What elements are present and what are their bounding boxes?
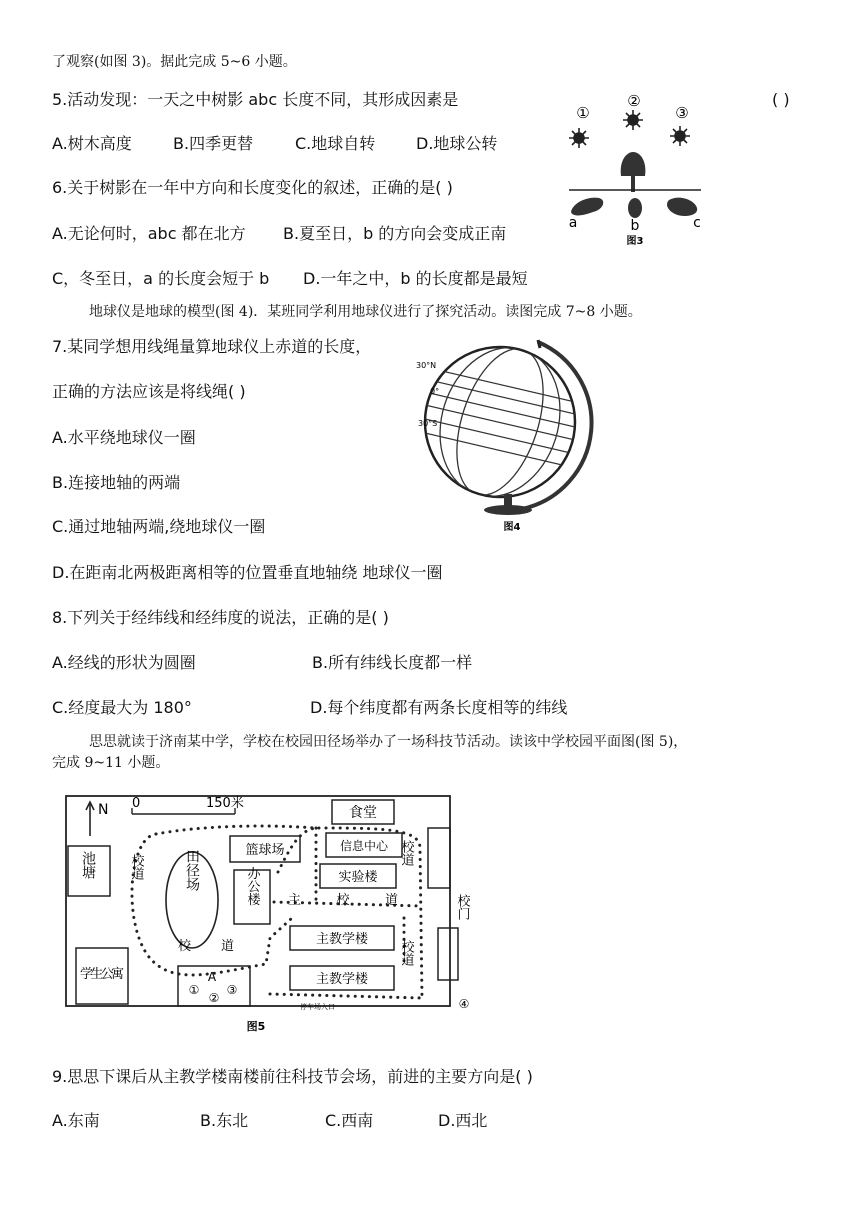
basketball-label: 篮球场 bbox=[245, 843, 285, 858]
road-label-east-1: 校道 bbox=[398, 840, 414, 866]
canteen-label: 食堂 bbox=[349, 805, 377, 821]
track-field-label: 田径场 bbox=[184, 849, 200, 891]
main-building-north-label: 主教学楼 bbox=[315, 932, 369, 947]
q5-option-c: C.地球自转 bbox=[295, 134, 376, 153]
scale-length: 150米 bbox=[206, 796, 244, 811]
q6-option-d: D.一年之中，b 的长度都是最短 bbox=[303, 269, 528, 288]
road-label-east-2: 校道 bbox=[398, 940, 414, 966]
q5-stem: 5.活动发现：一天之中树影 abc 长度不同，其形成因素是 bbox=[52, 90, 459, 109]
q7-option-d: D.在距南北两极距离相等的位置垂直地轴绕 地球仪一圈 bbox=[52, 563, 443, 582]
q6-option-c: C，冬至日，a 的长度会短于 b bbox=[52, 269, 270, 288]
sun-icon bbox=[670, 126, 690, 146]
q7-stem-line1: 7.某同学想用线绳量算地球仪上赤道的长度， bbox=[52, 337, 372, 356]
q9-stem: 9.思思下课后从主教学楼南楼前往科技节会场，前进的主要方向是( ) bbox=[52, 1067, 533, 1086]
q9-option-b: B.东北 bbox=[200, 1111, 249, 1130]
mark-2: ② bbox=[208, 991, 220, 1005]
sun-label-1: ① bbox=[576, 104, 590, 122]
intro-fig5-line1: 思思就读于济南某中学，学校在校园田径场举办了一场科技节活动。读该中学校园平面图(图 5)， bbox=[89, 734, 688, 750]
shadow-label-a: a bbox=[568, 215, 578, 231]
figure-3-tree-shadows bbox=[555, 84, 725, 252]
q6-option-b: B.夏至日，b 的方向会变成正南 bbox=[283, 224, 507, 243]
tree-icon bbox=[621, 152, 646, 192]
q7-stem-line2: 正确的方法应该是将线绳( ) bbox=[52, 382, 246, 401]
q6-stem: 6.关于树影在一年中方向和长度变化的叙述，正确的是( ) bbox=[52, 178, 453, 197]
q5-option-a: A.树木高度 bbox=[52, 134, 132, 153]
q5-option-b: B.四季更替 bbox=[173, 134, 254, 153]
lat-label-30s: 30°S bbox=[418, 419, 438, 428]
q9-option-c: C.西南 bbox=[325, 1111, 374, 1130]
figure-5-caption: 图5 bbox=[246, 1020, 266, 1033]
q9-option-d: D.西北 bbox=[438, 1111, 488, 1130]
figure-3-caption: 图3 bbox=[626, 236, 644, 247]
main-road-label: 主校道 bbox=[288, 893, 398, 908]
q7-option-a: A.水平绕地球仪一圈 bbox=[52, 428, 196, 447]
q6-option-a: A.无论何时，abc 都在北方 bbox=[52, 224, 246, 243]
road-label-west: 校道 bbox=[128, 854, 144, 880]
q5-option-d: D.地球公转 bbox=[416, 134, 498, 153]
lat-label-0: 0° bbox=[430, 387, 440, 396]
shadow-label-b: b bbox=[630, 218, 640, 234]
sun-icon bbox=[623, 110, 643, 130]
figure-5-campus-map bbox=[60, 788, 480, 1038]
figure-4-caption: 图4 bbox=[503, 522, 521, 533]
mark-3: ③ bbox=[226, 983, 238, 997]
intro-fig4: 地球仪是地球的模型(图 4)．某班同学利用地球仪进行了探究活动。读图完成 7~8 小题。 bbox=[89, 304, 642, 320]
sun-label-2: ② bbox=[627, 92, 641, 110]
shadow-c bbox=[667, 198, 697, 216]
q8-option-c: C.经度最大为 180° bbox=[52, 698, 192, 717]
area-a-label: A bbox=[207, 970, 217, 984]
scale-zero: 0 bbox=[132, 796, 141, 811]
axis-top bbox=[538, 340, 540, 348]
shadow-a bbox=[571, 198, 603, 216]
sun-icon bbox=[569, 128, 589, 148]
shadow-label-c: c bbox=[693, 215, 701, 231]
info-center-label: 信息中心 bbox=[339, 839, 389, 853]
lat-label-30n: 30°N bbox=[416, 361, 437, 370]
mark-4: ④ bbox=[458, 997, 470, 1011]
q8-stem: 8.下列关于经纬线和经纬度的说法，正确的是( ) bbox=[52, 608, 389, 627]
dorm-label: 学生公寓 bbox=[80, 967, 124, 982]
east-building-box bbox=[428, 828, 450, 888]
q5-bracket: ( ) bbox=[772, 90, 790, 109]
q7-option-b: B.连接地轴的两端 bbox=[52, 473, 181, 492]
pond-label: 池塘 bbox=[80, 851, 96, 879]
parking-label: 停车场入口 bbox=[300, 1003, 335, 1011]
globe-base bbox=[484, 505, 532, 515]
north-label: N bbox=[98, 802, 109, 818]
q8-option-b: B.所有纬线长度都一样 bbox=[312, 653, 473, 672]
office-label: 办公楼 bbox=[244, 866, 260, 906]
main-building-south-label: 主教学楼 bbox=[315, 972, 369, 987]
q8-option-d: D.每个纬度都有两条长度相等的纬线 bbox=[310, 698, 568, 717]
gate-label: 校门 bbox=[454, 894, 470, 920]
shadow-b bbox=[628, 198, 642, 218]
sun-label-3: ③ bbox=[675, 104, 689, 122]
intro-fig3: 了观察(如图 3)。据此完成 5~6 小题。 bbox=[52, 54, 297, 70]
q7-option-c: C.通过地轴两端,绕地球仪一圈 bbox=[52, 517, 266, 536]
figure-4-globe bbox=[412, 334, 602, 534]
east-building-box-2 bbox=[438, 928, 458, 980]
road-label-south: 校道 bbox=[178, 939, 234, 954]
q9-option-a: A.东南 bbox=[52, 1111, 100, 1130]
lab-label: 实验楼 bbox=[338, 870, 378, 885]
q8-option-a: A.经线的形状为圆圈 bbox=[52, 653, 196, 672]
mark-1: ① bbox=[188, 983, 200, 997]
intro-fig5-line2: 完成 9~11 小题。 bbox=[52, 755, 170, 771]
